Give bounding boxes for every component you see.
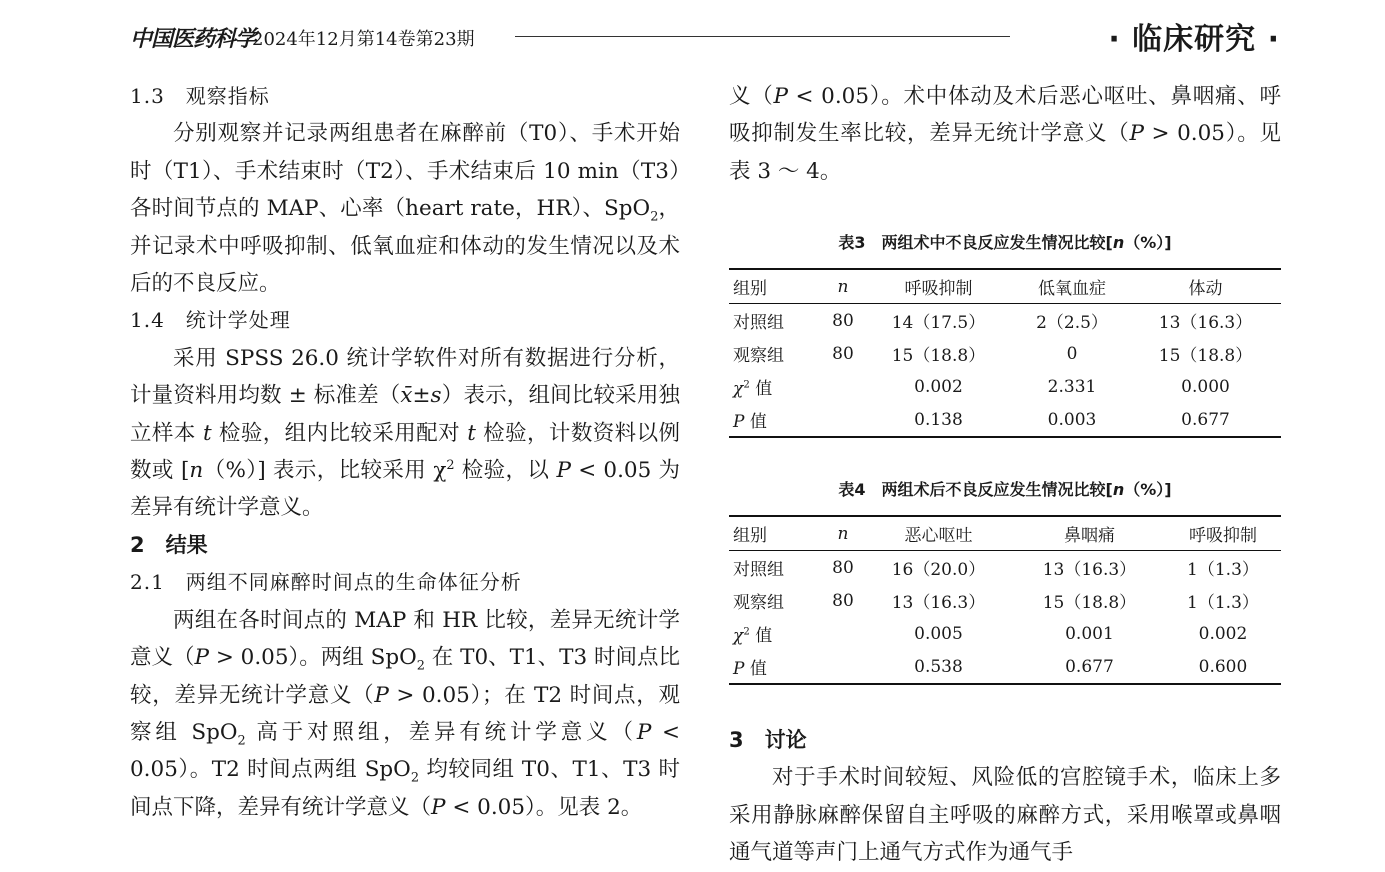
heading-2: 2 结果: [130, 532, 208, 557]
header-cell: [823, 516, 863, 551]
table-cell: 0.002: [914, 376, 963, 397]
paragraph-2-1: [130, 602, 680, 826]
table-cell: [823, 403, 863, 437]
left-column: [130, 78, 680, 826]
table-cell: 15（18.8）: [1158, 346, 1253, 366]
heading-2-1: 2.1 两组不同麻醉时间点的生命体征分析: [130, 570, 522, 595]
table-cell: 13（16.3）: [1042, 560, 1137, 580]
table-cell: 15（18.8）: [1042, 593, 1137, 613]
text-span: < 0.05 为差异有统计学意义。: [130, 458, 681, 521]
header-rule: [515, 36, 1010, 37]
issue-info: 2024年12月第14卷第23期: [252, 29, 475, 50]
table-cell: 0.003: [1014, 403, 1130, 437]
text-span: （%）]: [1124, 233, 1172, 252]
table-cell: 0.538: [863, 650, 1014, 684]
table-row: [729, 337, 1281, 370]
math-symbol: P: [556, 458, 571, 484]
table-cell: 0.138: [863, 403, 1014, 437]
table-cell: 14（17.5）: [891, 313, 986, 333]
table-cell: 对照组: [733, 560, 784, 580]
table-cell: 80: [832, 310, 854, 331]
paragraph-1-4: [130, 340, 680, 527]
table-cell: [729, 370, 823, 403]
text-span: 义（: [729, 84, 774, 109]
text-span: < 0.05）。见表 2。: [445, 794, 643, 820]
header-cell: 组别: [729, 516, 823, 551]
table-cell: 80: [832, 557, 854, 578]
table-4: [729, 515, 1281, 685]
math-symbol: x̄±s: [400, 383, 442, 409]
table-cell: [823, 370, 863, 403]
table-cell: 对照组: [733, 313, 784, 333]
header-cell: 鼻咽痛: [1014, 516, 1165, 551]
subscript: 2: [410, 770, 420, 786]
table-cell: 0.677: [1130, 403, 1281, 437]
math-symbol: P: [773, 84, 788, 109]
subscript: 2: [237, 733, 246, 749]
math-symbol: P: [431, 794, 446, 820]
header-cell: 体动: [1130, 269, 1281, 304]
table-cell: 观察组: [733, 346, 784, 366]
text-span: 值: [744, 412, 767, 432]
paragraph-results-continued: [729, 78, 1281, 190]
math-symbol: P: [636, 719, 652, 745]
text-span: > 0.05）。见表 3 ～ 4。: [729, 121, 1281, 184]
table-row: [729, 650, 1281, 684]
header-cell: 呼吸抑制: [863, 269, 1014, 304]
math-symbol: n: [1112, 233, 1125, 252]
table-cell: [729, 650, 823, 684]
right-column-bottom: [729, 722, 1281, 872]
table-cell: 16（20.0）: [891, 560, 986, 580]
table-cell: 0.001: [1065, 623, 1114, 644]
superscript: 2: [446, 457, 455, 473]
text-span: 表4 两组术后不良反应发生情况比较[: [838, 480, 1113, 499]
math-symbol: n: [1112, 480, 1125, 499]
math-symbol: χ: [733, 626, 744, 646]
header-cell: 低氧血症: [1014, 269, 1130, 304]
table-cell: 13（16.3）: [891, 593, 986, 613]
text-span: 值: [744, 659, 767, 679]
table-3-title: [729, 230, 1281, 268]
math-symbol: n: [837, 276, 849, 297]
table-cell: 0.600: [1165, 650, 1281, 684]
table-cell: 1（1.3）: [1187, 560, 1259, 580]
heading-1-4: 1.4 统计学处理: [130, 308, 291, 333]
table-cell: 0.002: [1198, 623, 1248, 644]
right-column-top: [729, 78, 1281, 190]
math-symbol: n: [837, 523, 849, 544]
table-4-block: [729, 477, 1281, 685]
header-cell: 恶心呕吐: [863, 516, 1014, 551]
table-row: [729, 304, 1281, 338]
text-span: ，并记录术中呼吸抑制、低氧血症和体动的发生情况以及术后的不良反应。: [130, 196, 680, 297]
table-row: [729, 617, 1281, 650]
table-cell: 2（2.5）: [1036, 313, 1108, 333]
superscript: 2: [743, 379, 750, 391]
journal-name: 中国医药科学: [130, 26, 257, 52]
table-cell: 0.000: [1181, 376, 1230, 397]
text-span: 采用 SPSS 26.0 统计学软件对所有数据进行分析，计量资料用均数 ± 标准差（: [130, 345, 680, 409]
math-symbol: P: [733, 659, 745, 679]
math-symbol: P: [1129, 121, 1144, 147]
text-span: 检验，计数资料以例数或 [: [130, 420, 681, 484]
subscript: 2: [416, 658, 425, 674]
table-cell: 80: [832, 343, 854, 364]
text-span: ）表示，组间比较采用独立样本: [130, 383, 680, 446]
table-header-row: [729, 516, 1281, 551]
text-span: 高于对照组，差异有统计学意义（: [245, 719, 637, 745]
table-cell: 15（18.8）: [891, 346, 986, 366]
math-symbol: P: [733, 412, 745, 432]
text-span: 两组在各时间点的 MAP 和 HR 比较，差异无统计学意义（: [130, 607, 680, 671]
text-span: （%）] 表示，比较采用 χ: [203, 458, 447, 484]
table-cell: [823, 650, 863, 684]
table-3: [729, 268, 1281, 438]
heading-3: 3 讨论: [729, 728, 807, 752]
text-span: 检验，以: [454, 458, 557, 484]
text-span: 检验，组内比较采用配对: [211, 420, 468, 446]
text-span: 表3 两组术中不良反应发生情况比较[: [838, 233, 1113, 252]
text-span: > 0.05）；在 T2 时间点，观察组 SpO: [130, 682, 680, 745]
superscript: 2: [743, 626, 750, 638]
heading-1-3: 1.3 观察指标: [130, 84, 270, 108]
table-cell: 观察组: [733, 593, 784, 613]
math-symbol: t: [467, 420, 476, 446]
header-cell: 呼吸抑制: [1165, 516, 1281, 551]
table-cell: 0.677: [1014, 650, 1165, 684]
table-row: [729, 370, 1281, 403]
text-span: 均较同组 T0、T1、T3 时间点下降，差异有统计学意义（: [130, 757, 680, 820]
math-symbol: P: [194, 645, 209, 671]
math-symbol: χ: [733, 379, 744, 399]
math-symbol: n: [189, 458, 204, 484]
header-cell: [823, 269, 863, 304]
math-symbol: t: [203, 420, 212, 446]
table-cell: [823, 617, 863, 650]
table-cell: [729, 617, 823, 650]
page-header: [130, 14, 1280, 58]
section-tag: · 临床研究 ·: [1108, 22, 1280, 57]
text-span: 分别观察并记录两组患者在麻醉前（T0）、手术开始时（T1）、手术结束时（T2）、手术结束后 10 min（T3）各时间节点的 MAP、心率（heart rate，HR）、SpO: [130, 121, 680, 222]
table-4-title: [729, 477, 1281, 515]
text-span: > 0.05）。两组 SpO: [208, 645, 417, 671]
table-cell: 0.005: [914, 623, 963, 644]
table-row: [729, 551, 1281, 585]
text-span: 值: [749, 379, 773, 399]
table-cell: 80: [832, 590, 854, 611]
text-span: < 0.05）。T2 时间点两组 SpO: [130, 719, 680, 783]
text-span: （%）]: [1124, 480, 1172, 499]
paragraph-3: 对于手术时间较短、风险低的宫腔镜手术，临床上多采用静脉麻醉保留自主呼吸的麻醉方式，采用喉罩或鼻咽通气道等声门上通气方式作为通气手: [729, 765, 1281, 866]
table-cell: 0: [1066, 343, 1078, 364]
header-cell: 组别: [729, 269, 823, 304]
table-cell: 1（1.3）: [1187, 593, 1259, 613]
table-row: [729, 584, 1281, 617]
table-cell: 13（16.3）: [1158, 313, 1253, 333]
table-row: [729, 403, 1281, 437]
paragraph-1-3: [130, 115, 680, 302]
table-cell: 2.331: [1047, 376, 1097, 397]
table-header-row: [729, 269, 1281, 304]
math-symbol: P: [374, 682, 389, 708]
text-span: 在 T0、T1、T3 时间点比较，差异无统计学意义（: [130, 645, 681, 708]
text-span: < 0.05）。术中体动及术后恶心呕吐、鼻咽痛、呼吸抑制发生率比较，差异无统计学意义（: [729, 84, 1281, 147]
text-span: 值: [749, 626, 773, 646]
table-cell: [729, 403, 823, 437]
subscript: 2: [650, 209, 659, 225]
table-3-block: [729, 230, 1281, 438]
